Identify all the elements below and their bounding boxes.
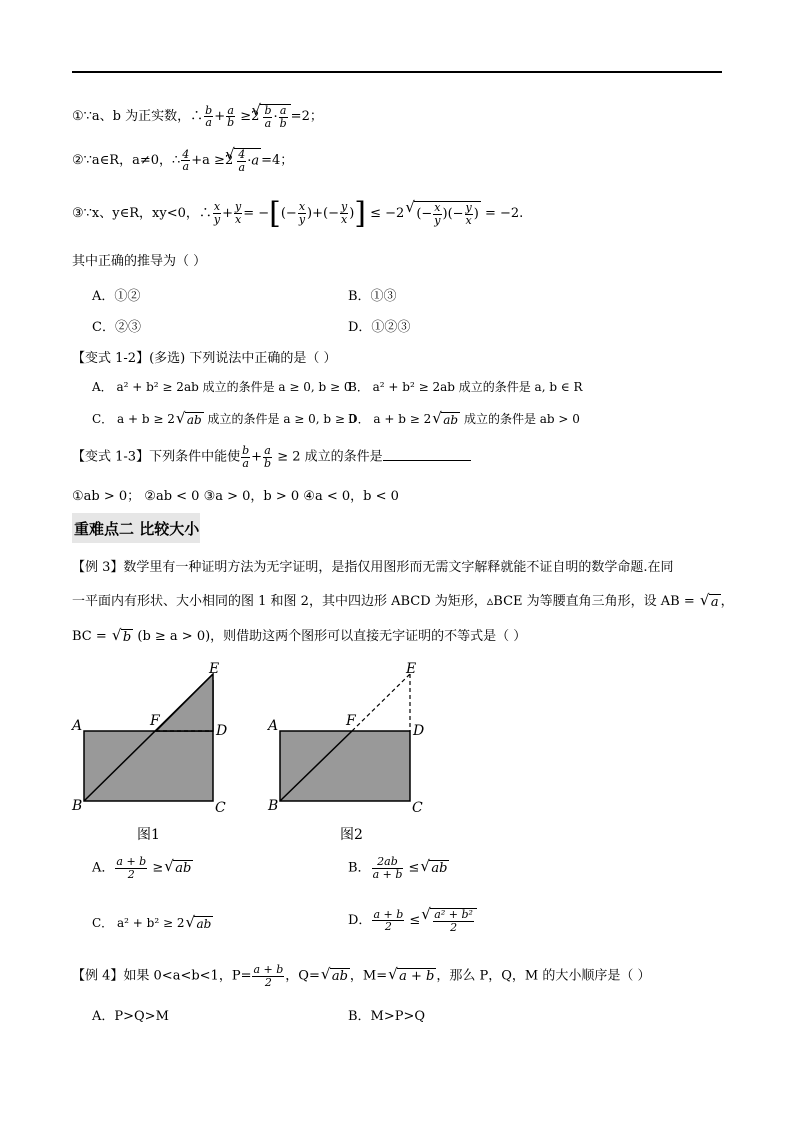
frac-b-over-a: $\frac{b}{a}$ [205, 103, 213, 130]
ex3-l3-text: BC = [72, 629, 111, 644]
line-1-end: =2； [290, 109, 323, 125]
line-2-text: ②∵a∈R，a≠0，∴ [72, 153, 181, 169]
ex3-option-d[interactable]: D． $\frac{a + b}{2}$ ≤ √ $\frac{\text{a² + b²}}{2}$ [348, 908, 477, 933]
rect-fill [280, 731, 410, 801]
ex4-q: ，Q= [285, 968, 320, 984]
label-b: B [72, 798, 83, 814]
example-3-line-2: 一平面内有形状、大小相同的图 1 和图 2，其中四边形 ABCD 为矩形，▵BCE 为等腰直角三角形，设 AB = √ a ， [72, 590, 734, 610]
option-a[interactable]: A．①② [92, 289, 141, 304]
v12-c-pre: C． a + b ≥ 2 [92, 412, 175, 426]
ex3-option-a[interactable]: A． $\frac{a + b}{2}$ ≥√ ab [92, 856, 193, 880]
example-3-line-3: BC = √ b (b ≥ a > 0)，则借助这两个图形可以直接无字证明的不等式是（ ） [72, 625, 526, 645]
label-d: D [413, 723, 425, 739]
v13-mid: ≥ 2 成立的条件是 [273, 449, 383, 465]
frac-4-over-a: $\frac{4}{a}$ [182, 147, 190, 174]
ex3-b-label: B． [348, 860, 371, 876]
line-2-end: =4； [261, 153, 294, 169]
figure-1 [70, 660, 240, 820]
label-b: B [268, 798, 279, 814]
question-line: 其中正确的推导为（ ） [72, 254, 207, 269]
ex4-option-b[interactable]: B．M>P>Q [348, 1009, 426, 1024]
eq-minus: = − [243, 206, 270, 221]
frac-a-over-b: $\frac{a}{b}$ [227, 103, 235, 130]
section-heading-text: 重难点二 比较大小 [74, 520, 200, 538]
ex4-post: ，那么 P，Q，M 的大小顺序是（ ） [436, 968, 651, 984]
v12-option-a[interactable]: A． a² + b² ≥ 2ab 成立的条件是 a ≥ 0, b ≥ 0 [92, 380, 352, 394]
ex3-l3-post: (b ≥ a > 0)，则借助这两个图形可以直接无字证明的不等式是（ ） [133, 629, 527, 644]
line-3: ③∵x、y∈R，xy<0，∴ $\frac{x}{y}$ + $\frac{y}{x}$ = −[(− $\frac{x}{y}$ )+(− $\frac{y}{x}$ )] ≤ −2√ (− $\frac{x}{y}$ )(− $\frac{y}{x}$ ) = −2. [72, 196, 523, 231]
label-d: D [216, 723, 228, 739]
line-1-text: ①∵a、b 为正实数，∴ [72, 109, 204, 125]
label-f: F [150, 713, 160, 729]
option-d[interactable]: D．①②③ [348, 320, 411, 335]
geq-2: ≥2 [236, 109, 260, 125]
ex3-l2-text: 一平面内有形状、大小相同的图 1 和图 2，其中四边形 ABCD 为矩形，▵BCE 为等腰直角三角形，设 AB = [72, 594, 699, 609]
option-b[interactable]: B．①③ [348, 289, 397, 304]
v12-c-post: 成立的条件是 a ≥ 0, b ≥ 0 [203, 412, 357, 426]
ex3-a-label: A． [92, 860, 115, 876]
top-rule [72, 71, 722, 73]
sqrt-expr: √ $\frac{b}{a}$ · $\frac{a}{b}$ [260, 104, 290, 129]
v12-option-b[interactable]: B． a² + b² ≥ 2ab 成立的条件是 a, b ∈ R [348, 380, 583, 394]
section-heading [72, 513, 200, 543]
dashed-fe [352, 674, 410, 731]
ex3-d-label: D． [348, 913, 372, 929]
line-1: ①∵a、b 为正实数，∴ $\frac{b}{a}$ + $\frac{a}{b}$ ≥2 √ $\frac{b}{a}$ · $\frac{a}{b}$ =2； [72, 104, 323, 129]
variant-1-2-title: 【变式 1-2】(多选) 下列说法中正确的是（ ） [72, 351, 337, 366]
ex4-pre: 【例 4】如果 0<a<b<1，P= [72, 968, 252, 984]
figure-1-caption: 图1 [137, 827, 160, 843]
ex3-option-b[interactable]: B． $\frac{2ab}{a + b}$ ≤√ ab [348, 856, 449, 880]
v13-pre: 【变式 1-3】下列条件中能使 [72, 449, 241, 465]
answer-blank[interactable] [383, 448, 471, 461]
label-f: F [346, 713, 356, 729]
option-c[interactable]: C．②③ [92, 320, 141, 335]
v13-options: ①ab > 0； ②ab < 0 ③a > 0，b > 0 ④a < 0，b < 0 [72, 489, 399, 504]
v12-d-pre: D． a + b ≥ 2 [348, 412, 432, 426]
label-c: C [412, 800, 423, 816]
sqrt-expr-2: √ $\frac{4}{a}$ ·a [234, 148, 261, 173]
v12-option-d[interactable]: D． a + b ≥ 2√ ab 成立的条件是 ab > 0 [348, 410, 580, 427]
figure-2 [266, 660, 436, 820]
ex4-m: ，M= [349, 968, 388, 984]
example-4: 【例 4】如果 0<a<b<1，P= $\frac{a + b}{2}$ ，Q=√ ab ，M=√ a + b ，那么 P，Q，M 的大小顺序是（ ） [72, 964, 651, 988]
ex3-option-c[interactable]: C． a² + b² ≥ 2√ ab [92, 914, 213, 931]
v12-d-post: 成立的条件是 ab > 0 [460, 412, 580, 426]
ex4-option-a[interactable]: A．P>Q>M [92, 1009, 169, 1024]
v12-option-c[interactable]: C． a + b ≥ 2√ ab 成立的条件是 a ≥ 0, b ≥ 0 [92, 410, 356, 427]
label-c: C [215, 800, 226, 816]
figure-2-caption: 图2 [340, 827, 363, 843]
label-a: A [268, 718, 279, 734]
line-3-text: ③∵x、y∈R，xy<0，∴ [72, 206, 212, 221]
example-3-line-1: 【例 3】数学里有一种证明方法为无字证明，是指仅用图形而无需文字解释就能不证自明的数学命题.在同 [72, 560, 674, 575]
line-2 [72, 148, 293, 173]
ex3-c-label: C． a² + b² ≥ 2 [92, 916, 185, 930]
label-e: E [406, 661, 417, 677]
variant-1-3: 【变式 1-3】下列条件中能使 $\frac{b}{a}$ + $\frac{a}{b}$ ≥ 2 成立的条件是 [72, 445, 471, 469]
line-3-end: = −2. [484, 206, 524, 221]
label-a: A [72, 718, 83, 734]
label-e: E [209, 661, 220, 677]
plus-a: +a ≥2 [191, 153, 234, 169]
